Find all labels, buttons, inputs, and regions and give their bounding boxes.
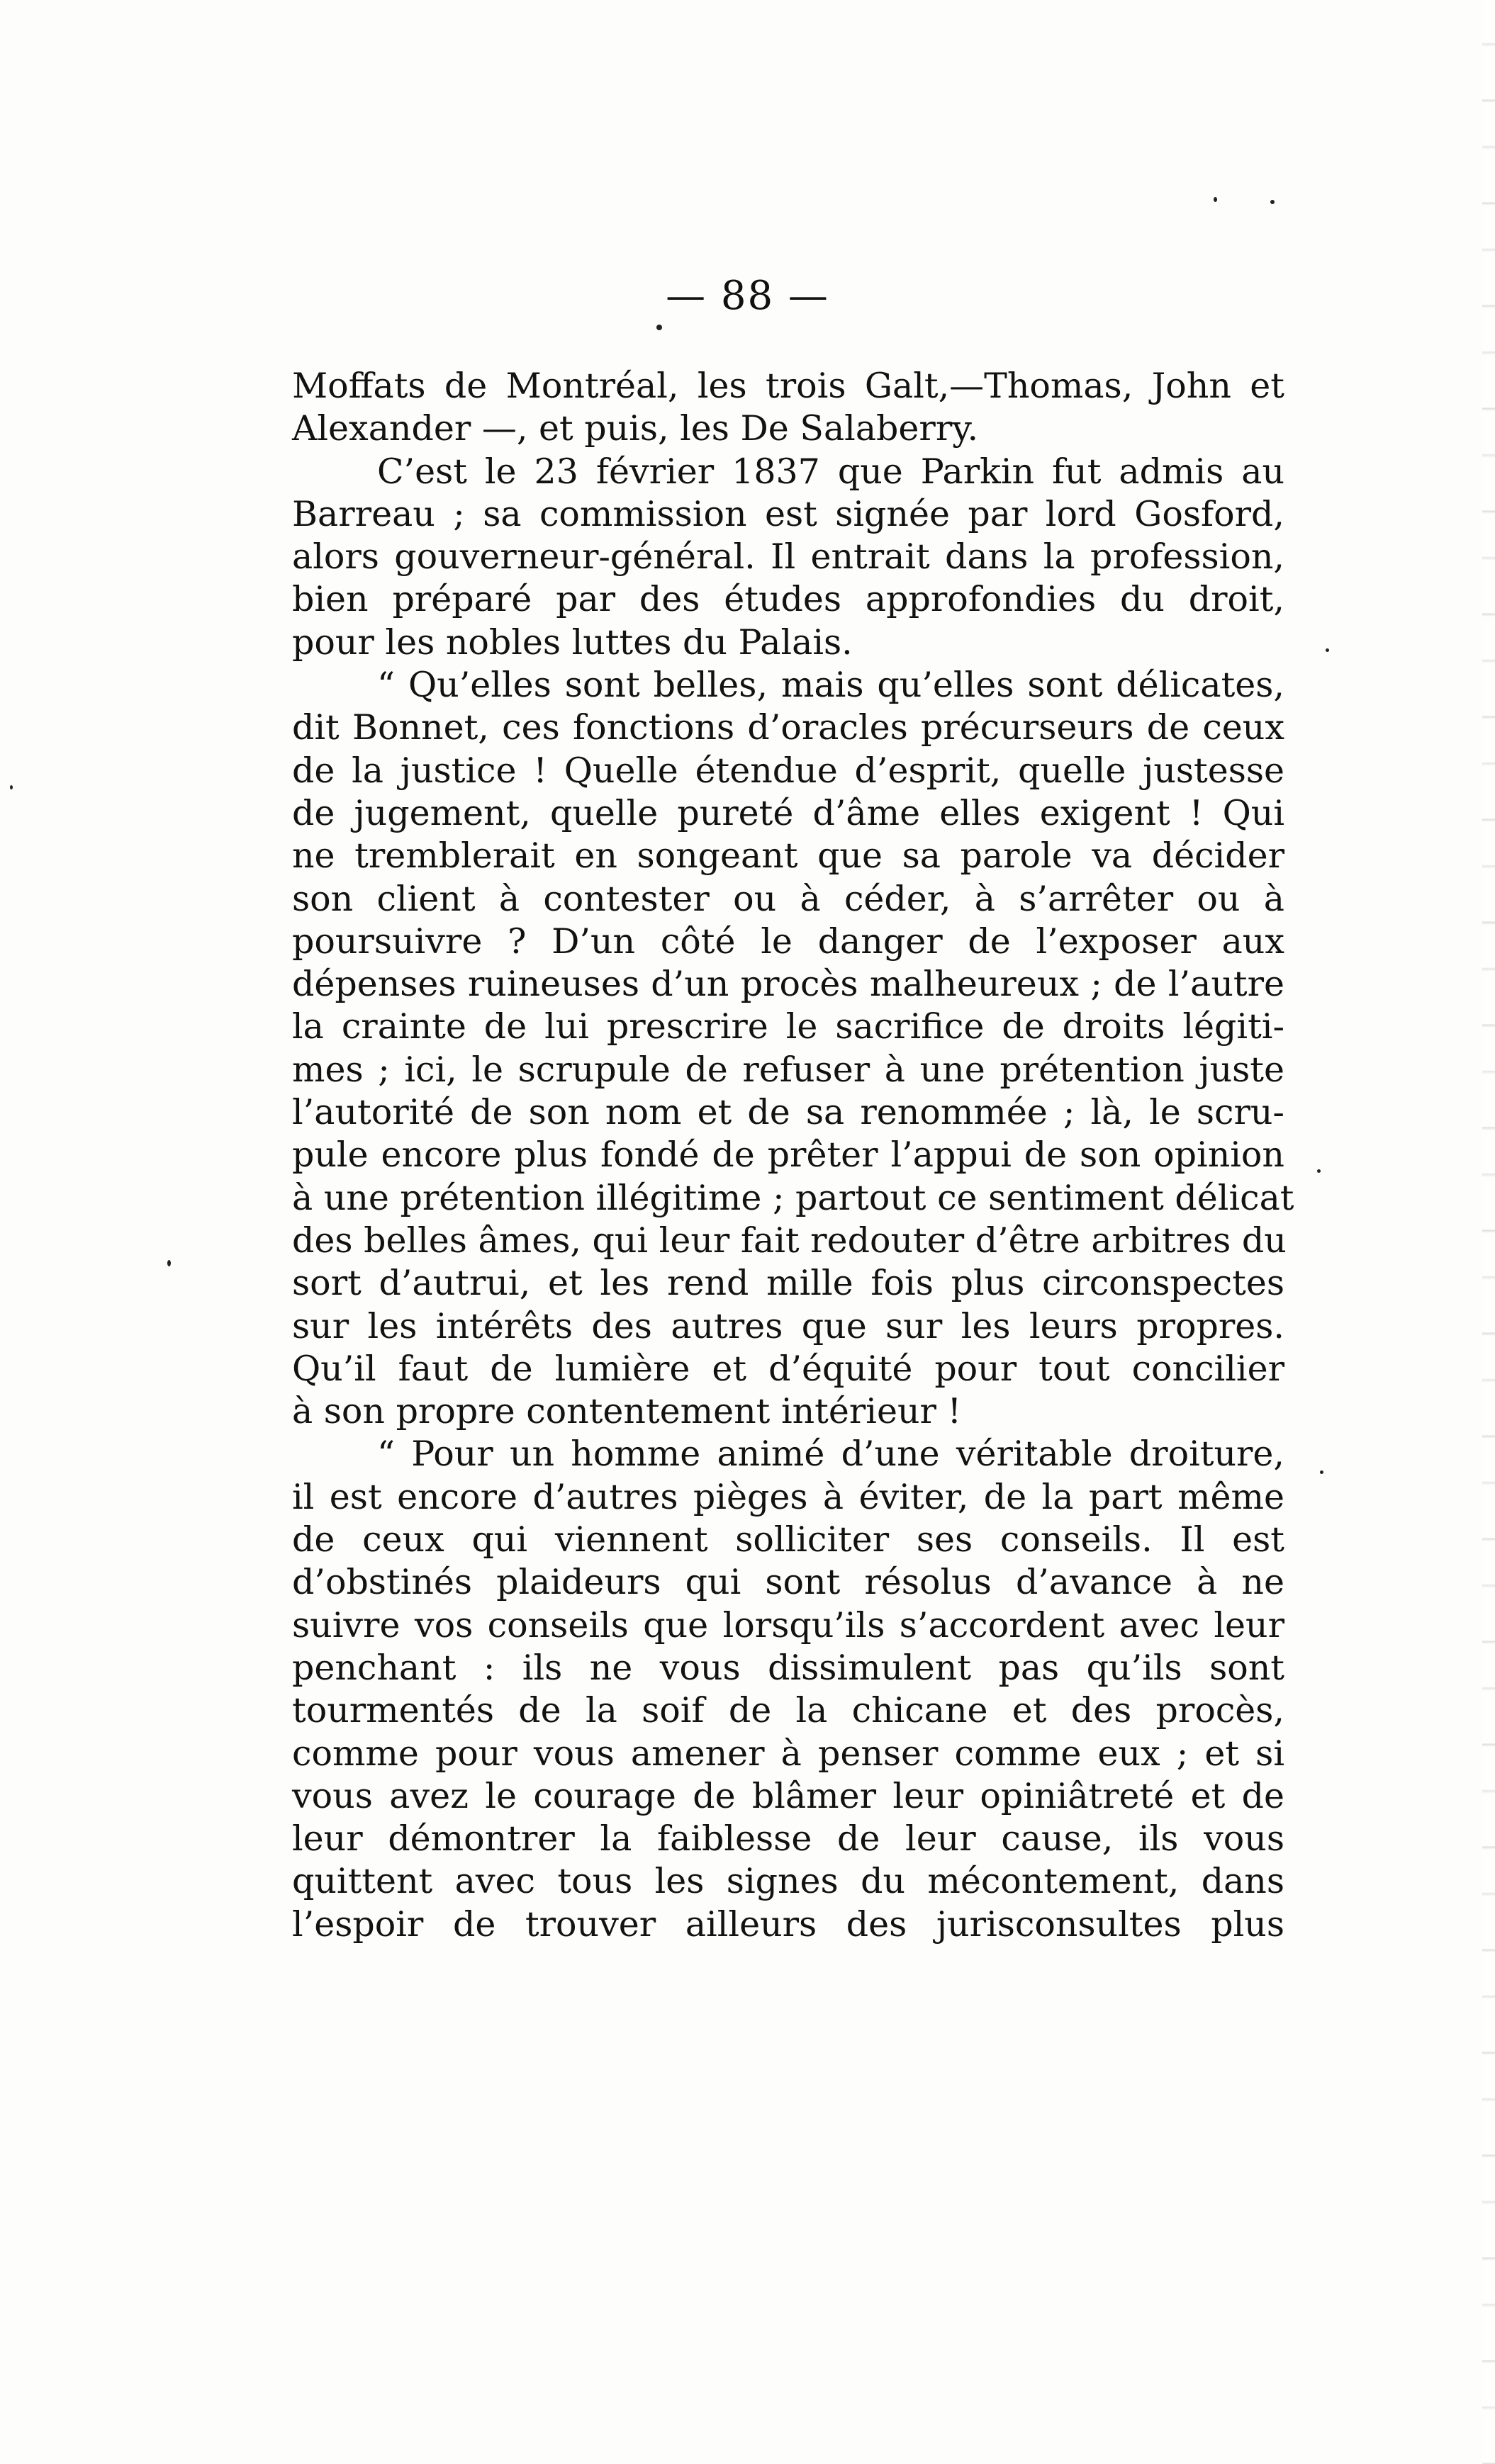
text-line: “ Qu’elles sont belles, mais qu’elles sont délicates, <box>377 665 1284 706</box>
text-line: suivre vos conseils que lorsqu’ils s’accordent avec leur <box>292 1604 1284 1646</box>
text-line: de ceux qui viennent solliciter ses conseils. Il est <box>292 1519 1284 1560</box>
text-line: Moffats de Montréal, les trois Galt,—Thomas, John et <box>292 366 1284 406</box>
scan-speck <box>1214 197 1217 202</box>
text-line: mes ; ici, le scrupule de refuser à une prétention juste <box>292 1049 1284 1090</box>
text-line: pour les nobles luttes du Palais. <box>292 621 853 663</box>
text-line: de jugement, quelle pureté d’âme elles exigent ! Qui <box>292 792 1284 833</box>
text-line: tourmentés de la soif de la chicane et des procès, <box>292 1690 1284 1731</box>
text-line: il est encore d’autres pièges à éviter, de la part même <box>292 1476 1284 1517</box>
scan-speck <box>1320 1470 1323 1474</box>
scan-speck <box>1270 200 1275 204</box>
text-line: leur démontrer la faiblesse de leur cause, ils vous <box>292 1818 1284 1860</box>
scan-speck <box>167 1260 171 1266</box>
scan-speck <box>1317 1169 1321 1173</box>
text-line: des belles âmes, qui leur fait redouter d’être arbitres du <box>292 1220 1287 1261</box>
text-line: à son propre contentement intérieur ! <box>292 1391 962 1432</box>
scan-speck <box>1326 648 1329 652</box>
text-line: poursuivre ? D’un côté le danger de l’exposer aux <box>292 921 1284 962</box>
text-line: dépenses ruineuses d’un procès malheureux ; de l’autre <box>292 964 1284 1005</box>
text-line: sort d’autrui, et les rend mille fois plus circonspectes <box>292 1263 1284 1304</box>
page-number: — 88 — <box>666 273 829 319</box>
text-line: de la justice ! Quelle étendue d’esprit, quelle justesse <box>292 750 1284 791</box>
text-line: ne tremblerait en songeant que sa parole va décider <box>292 836 1284 877</box>
text-line: Qu’il faut de lumière et d’équité pour tout concilier <box>292 1348 1284 1389</box>
text-line: C’est le 23 février 1837 que Parkin fut admis au <box>377 451 1284 492</box>
text-line: son client à contester ou à céder, à s’arrêter ou à <box>292 878 1284 919</box>
scan-speck <box>656 325 662 330</box>
text-line: Alexander —, et puis, les De Salaberry. <box>292 408 979 449</box>
text-line: quittent avec tous les signes du mécontement, dans <box>292 1861 1284 1902</box>
text-line: Barreau ; sa commission est signée par lord Gosford, <box>292 493 1284 534</box>
text-line: alors gouverneur-général. Il entrait dans la profession, <box>292 536 1284 578</box>
text-line: “ Pour un homme animé d’une véritable droiture, <box>377 1434 1284 1475</box>
text-line: vous avez le courage de blâmer leur opiniâtreté et de <box>292 1775 1284 1816</box>
text-line: à une prétention illégitime ; partout ce sentiment délicat <box>292 1177 1294 1218</box>
text-line: d’obstinés plaideurs qui sont résolus d’avance à ne <box>292 1562 1284 1603</box>
page-edge-noise <box>1482 0 1495 2464</box>
text-line: comme pour vous amener à penser comme eux ; et si <box>292 1733 1284 1774</box>
text-line: penchant : ils ne vous dissimulent pas qu’ils sont <box>292 1647 1284 1688</box>
scan-speck <box>10 785 13 789</box>
text-line: pule encore plus fondé de prêter l’appui de son opinion <box>292 1135 1284 1176</box>
text-line: dit Bonnet, ces fonctions d’oracles précurseurs de ceux <box>292 707 1284 748</box>
text-line: l’espoir de trouver ailleurs des jurisconsultes plus <box>292 1903 1284 1945</box>
text-line: l’autorité de son nom et de sa renommée ; là, le scru- <box>292 1092 1284 1133</box>
body-text <box>292 365 1294 1946</box>
text-line: la crainte de lui prescrire le sacrifice de droits légiti- <box>292 1006 1284 1047</box>
text-line: sur les intérêts des autres que sur les leurs propres. <box>292 1305 1284 1346</box>
text-line: bien préparé par des études approfondies du droit, <box>292 579 1284 620</box>
